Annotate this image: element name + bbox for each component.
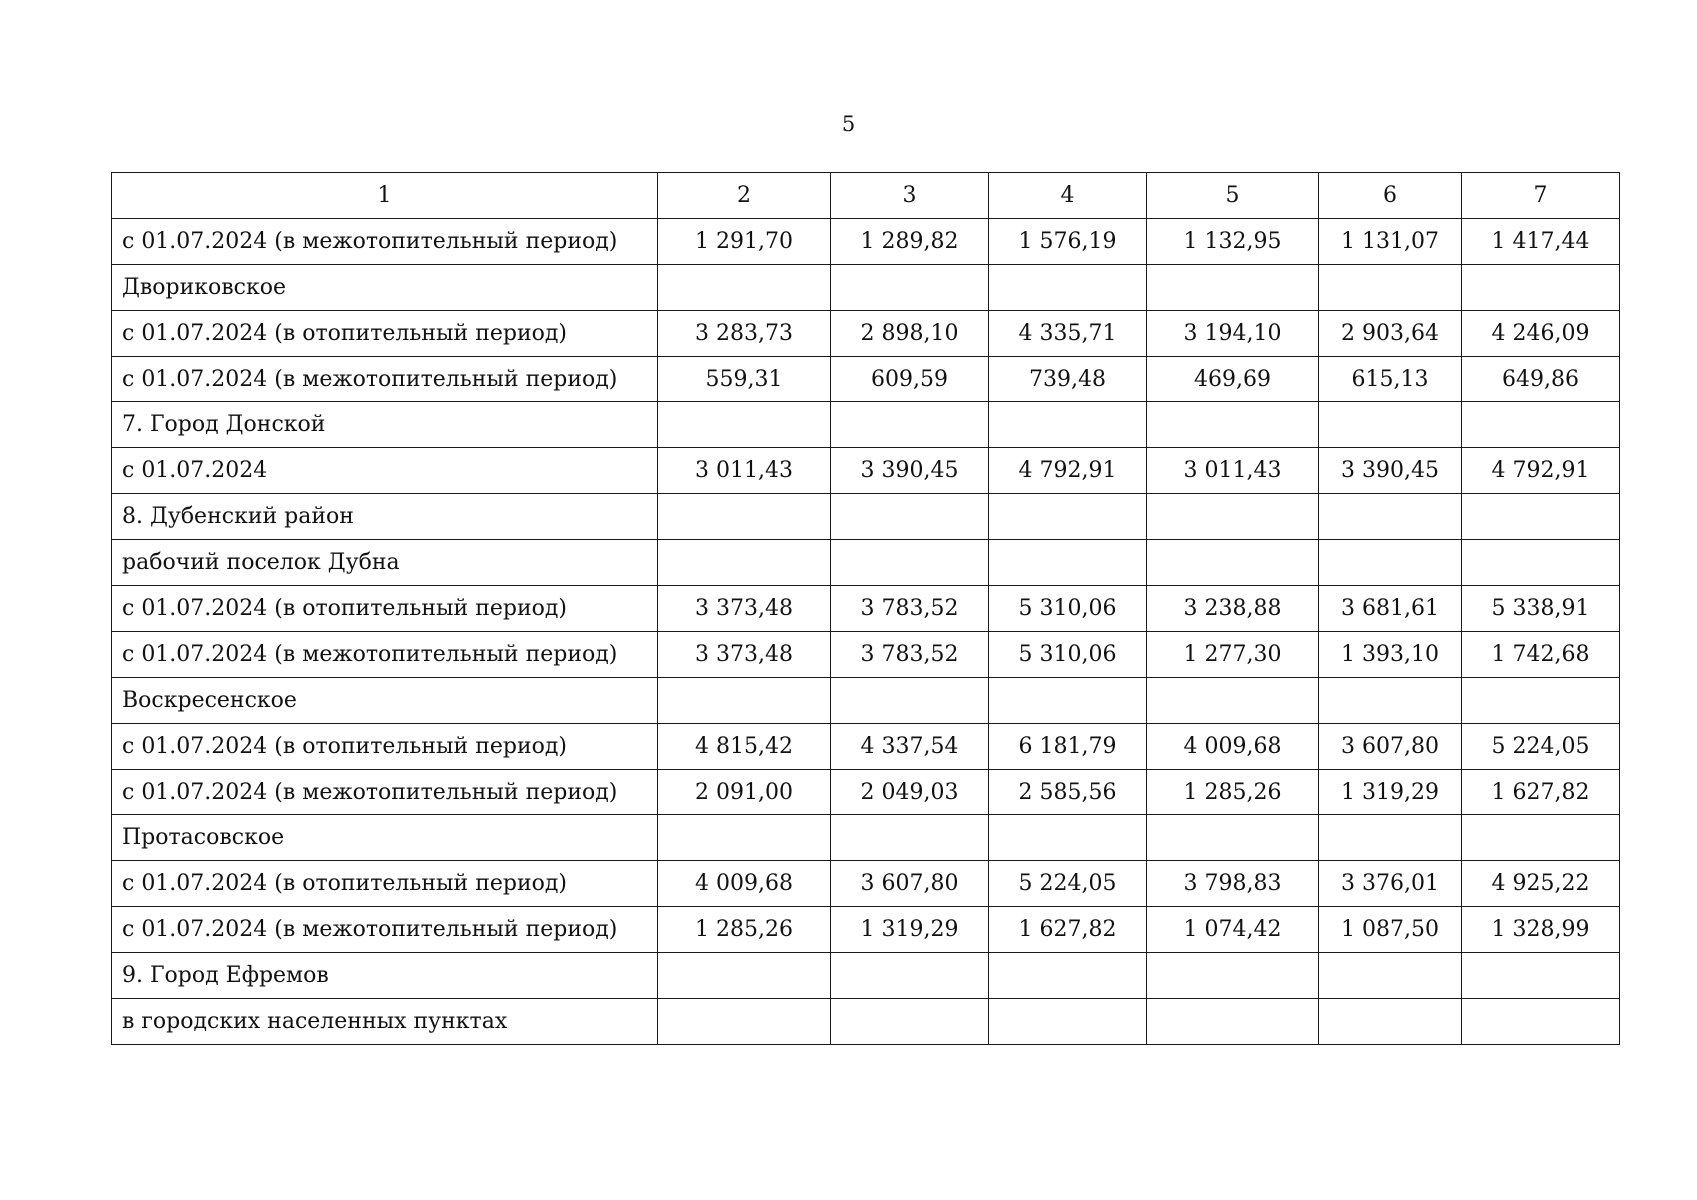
tariff-table — [111, 172, 1620, 1045]
column-header-5: 5 — [1147, 173, 1319, 219]
row-label-cell: с 01.07.2024 (в межотопительный период) — [112, 218, 658, 264]
value-cell: 1 393,10 — [1319, 631, 1462, 677]
value-cell: 3 798,83 — [1147, 861, 1319, 907]
value-cell: 2 091,00 — [658, 769, 831, 815]
value-cell: 1 289,82 — [831, 218, 989, 264]
value-cell: 3 390,45 — [1319, 448, 1462, 494]
page-number — [0, 112, 1697, 136]
value-cell: 1 627,82 — [989, 907, 1147, 953]
value-cell — [831, 540, 989, 586]
value-cell: 1 131,07 — [1319, 218, 1462, 264]
value-cell: 2 049,03 — [831, 769, 989, 815]
table-row — [112, 723, 1620, 769]
value-cell: 649,86 — [1462, 356, 1620, 402]
table-row — [112, 953, 1620, 999]
column-header-6: 6 — [1319, 173, 1462, 219]
column-header-3: 3 — [831, 173, 989, 219]
value-cell — [989, 494, 1147, 540]
value-cell — [1147, 264, 1319, 310]
value-cell — [1147, 677, 1319, 723]
row-label-cell: Воскресенское — [112, 677, 658, 723]
row-label-cell: Двориковское — [112, 264, 658, 310]
page-number-text: 5 — [841, 112, 856, 136]
row-label-cell: Протасовское — [112, 815, 658, 861]
value-cell — [1147, 540, 1319, 586]
value-cell: 3 376,01 — [1319, 861, 1462, 907]
value-cell — [1319, 815, 1462, 861]
table-row — [112, 218, 1620, 264]
table-row — [112, 494, 1620, 540]
value-cell: 4 009,68 — [658, 861, 831, 907]
value-cell — [1462, 953, 1620, 999]
value-cell — [1319, 264, 1462, 310]
value-cell: 1 576,19 — [989, 218, 1147, 264]
value-cell: 739,48 — [989, 356, 1147, 402]
value-cell — [1147, 815, 1319, 861]
table-row — [112, 586, 1620, 632]
column-header-2: 2 — [658, 173, 831, 219]
value-cell: 1 742,68 — [1462, 631, 1620, 677]
value-cell — [831, 677, 989, 723]
value-cell — [1319, 494, 1462, 540]
value-cell — [658, 999, 831, 1045]
row-label-cell: с 01.07.2024 (в отопительный период) — [112, 586, 658, 632]
table-row — [112, 769, 1620, 815]
value-cell — [1462, 264, 1620, 310]
value-cell — [1462, 402, 1620, 448]
row-label-cell: 7. Город Донской — [112, 402, 658, 448]
value-cell: 1 417,44 — [1462, 218, 1620, 264]
value-cell — [1462, 999, 1620, 1045]
value-cell: 3 238,88 — [1147, 586, 1319, 632]
table-row — [112, 402, 1620, 448]
row-label-cell: с 01.07.2024 (в отопительный период) — [112, 861, 658, 907]
row-label-cell: с 01.07.2024 (в отопительный период) — [112, 310, 658, 356]
value-cell: 4 337,54 — [831, 723, 989, 769]
value-cell: 1 291,70 — [658, 218, 831, 264]
table-row — [112, 264, 1620, 310]
value-cell: 4 792,91 — [1462, 448, 1620, 494]
column-header-4: 4 — [989, 173, 1147, 219]
table-row — [112, 677, 1620, 723]
value-cell — [1462, 815, 1620, 861]
value-cell: 3 283,73 — [658, 310, 831, 356]
value-cell — [989, 953, 1147, 999]
table-row — [112, 540, 1620, 586]
value-cell — [989, 540, 1147, 586]
value-cell: 1 087,50 — [1319, 907, 1462, 953]
row-label-cell: с 01.07.2024 (в межотопительный период) — [112, 631, 658, 677]
table-row — [112, 356, 1620, 402]
value-cell — [831, 264, 989, 310]
value-cell — [658, 402, 831, 448]
table-row — [112, 907, 1620, 953]
column-header-1: 1 — [112, 173, 658, 219]
value-cell — [989, 999, 1147, 1045]
row-label-cell: с 01.07.2024 (в межотопительный период) — [112, 356, 658, 402]
value-cell — [658, 494, 831, 540]
value-cell: 1 319,29 — [1319, 769, 1462, 815]
value-cell: 4 792,91 — [989, 448, 1147, 494]
table-row — [112, 999, 1620, 1045]
table-row — [112, 448, 1620, 494]
value-cell: 615,13 — [1319, 356, 1462, 402]
value-cell: 609,59 — [831, 356, 989, 402]
value-cell: 2 585,56 — [989, 769, 1147, 815]
value-cell: 5 338,91 — [1462, 586, 1620, 632]
value-cell — [831, 953, 989, 999]
value-cell: 4 246,09 — [1462, 310, 1620, 356]
value-cell: 1 074,42 — [1147, 907, 1319, 953]
value-cell: 5 224,05 — [989, 861, 1147, 907]
row-label-cell: с 01.07.2024 — [112, 448, 658, 494]
value-cell: 3 607,80 — [1319, 723, 1462, 769]
row-label-cell: в городских населенных пунктах — [112, 999, 658, 1045]
table-row — [112, 861, 1620, 907]
value-cell — [831, 494, 989, 540]
value-cell: 1 285,26 — [1147, 769, 1319, 815]
value-cell: 2 903,64 — [1319, 310, 1462, 356]
value-cell: 3 607,80 — [831, 861, 989, 907]
value-cell: 4 925,22 — [1462, 861, 1620, 907]
value-cell: 3 373,48 — [658, 631, 831, 677]
value-cell: 3 011,43 — [1147, 448, 1319, 494]
value-cell — [831, 999, 989, 1045]
value-cell: 5 310,06 — [989, 631, 1147, 677]
value-cell: 1 132,95 — [1147, 218, 1319, 264]
value-cell: 6 181,79 — [989, 723, 1147, 769]
value-cell — [989, 815, 1147, 861]
column-header-7: 7 — [1462, 173, 1620, 219]
value-cell: 4 335,71 — [989, 310, 1147, 356]
value-cell: 4 815,42 — [658, 723, 831, 769]
value-cell — [658, 540, 831, 586]
value-cell: 559,31 — [658, 356, 831, 402]
table-row — [112, 631, 1620, 677]
value-cell: 4 009,68 — [1147, 723, 1319, 769]
value-cell — [831, 402, 989, 448]
value-cell — [1319, 999, 1462, 1045]
row-label-cell: с 01.07.2024 (в межотопительный период) — [112, 769, 658, 815]
row-label-cell: 8. Дубенский район — [112, 494, 658, 540]
value-cell — [658, 815, 831, 861]
value-cell — [1319, 953, 1462, 999]
table-row — [112, 310, 1620, 356]
value-cell: 1 285,26 — [658, 907, 831, 953]
value-cell — [989, 402, 1147, 448]
value-cell — [1319, 677, 1462, 723]
value-cell: 1 319,29 — [831, 907, 989, 953]
value-cell: 2 898,10 — [831, 310, 989, 356]
value-cell: 3 390,45 — [831, 448, 989, 494]
value-cell: 3 783,52 — [831, 631, 989, 677]
value-cell — [831, 815, 989, 861]
value-cell — [1462, 677, 1620, 723]
value-cell: 3 373,48 — [658, 586, 831, 632]
value-cell: 3 681,61 — [1319, 586, 1462, 632]
row-label-cell: с 01.07.2024 (в отопительный период) — [112, 723, 658, 769]
value-cell — [1147, 999, 1319, 1045]
value-cell — [1462, 540, 1620, 586]
value-cell: 3 783,52 — [831, 586, 989, 632]
value-cell — [1147, 953, 1319, 999]
value-cell: 1 627,82 — [1462, 769, 1620, 815]
value-cell — [658, 677, 831, 723]
value-cell: 469,69 — [1147, 356, 1319, 402]
value-cell — [1319, 402, 1462, 448]
table-row — [112, 815, 1620, 861]
value-cell: 3 011,43 — [658, 448, 831, 494]
value-cell — [1147, 402, 1319, 448]
value-cell — [658, 264, 831, 310]
value-cell: 5 224,05 — [1462, 723, 1620, 769]
row-label-cell: с 01.07.2024 (в межотопительный период) — [112, 907, 658, 953]
value-cell: 1 277,30 — [1147, 631, 1319, 677]
value-cell — [1147, 494, 1319, 540]
value-cell: 3 194,10 — [1147, 310, 1319, 356]
row-label-cell: рабочий поселок Дубна — [112, 540, 658, 586]
table-header-row — [112, 173, 1620, 219]
table-body — [112, 173, 1620, 1045]
value-cell — [989, 264, 1147, 310]
value-cell — [1462, 494, 1620, 540]
value-cell — [1319, 540, 1462, 586]
value-cell — [658, 953, 831, 999]
row-label-cell: 9. Город Ефремов — [112, 953, 658, 999]
value-cell — [989, 677, 1147, 723]
value-cell: 1 328,99 — [1462, 907, 1620, 953]
value-cell: 5 310,06 — [989, 586, 1147, 632]
